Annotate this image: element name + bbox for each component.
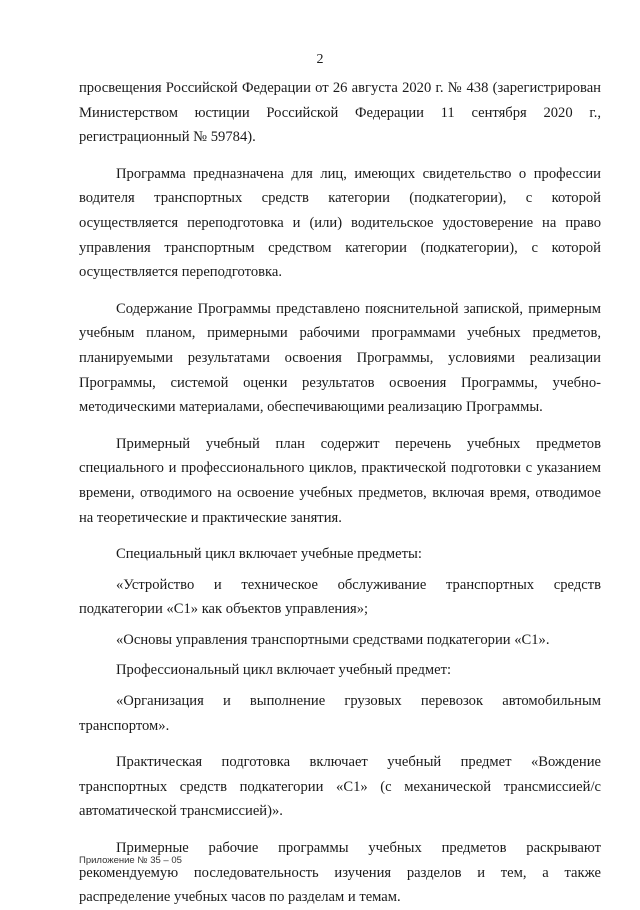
paragraph-special-cycle: Специальный цикл включает учебные предметы: (116, 546, 422, 563)
paragraph-work-programs: Примерные рабочие программы учебных предметов раскрывают рекомендуемую последовательность изучения разделов и тем, а также распределение учебных часов по разделам и темам. (79, 840, 601, 906)
spacer (79, 824, 601, 836)
paragraph-professional-cycle: Профессиональный цикл включает учебный предмет: (116, 662, 452, 679)
paragraph-program-purpose: Программа предназначена для лиц, имеющих свидетельство о профессии водителя транспортных средств категории (подкатегории), с которой осуществляется переподготовка и (или) водительское удостоверение на право управления транспортным средством категории (подкатегории), с которой осуществляется переподготовка. (79, 165, 601, 281)
paragraph-subject-control: «Основы управления транспортными средствами подкатегории «С1». (116, 631, 550, 648)
paragraph-program-content: Содержание Программы представлено пояснительной запиской, примерным учебным планом, примерными рабочими программами учебных предметов, планируемыми результатами освоения Программы, условиями реализации Программы, системой оценки результатов освоения Программы, учебно-методическими материалами, обеспечивающими реализацию Программы. (79, 300, 601, 416)
spacer (79, 420, 601, 432)
spacer (79, 150, 601, 162)
page-number: 2 (316, 52, 324, 67)
paragraph-subject-transport: «Организация и выполнение грузовых перевозок автомобильным транспортом». (79, 693, 601, 734)
paragraph-subject-device: «Устройство и техническое обслуживание транспортных средств подкатегории «С1» как объектов управления»; (79, 576, 601, 618)
paragraph-curriculum: Примерный учебный план содержит перечень учебных предметов специального и профессионального циклов, практической подготовки с указанием времени, отводимого на освоение учебных предметов, включая время, отводимое на теоретические и практические занятия. (79, 435, 601, 526)
paragraph-continuation: просвещения Российской Федерации от 26 августа 2020 г. № 438 (зарегистрирован Министерством юстиции Российской Федерации 11 сентября 2020 г., регистрационный № 59784). (79, 80, 601, 146)
spacer (79, 530, 601, 542)
spacer (79, 738, 601, 750)
footer-annex-label: Приложение № 35 – 05 (79, 855, 182, 866)
spacer (79, 285, 601, 297)
document-body (79, 76, 601, 910)
paragraph-practical-training: Практическая подготовка включает учебный предмет «Вождение транспортных средств подкатегории «С1» (с механической трансмиссией/с автоматической трансмиссией)». (79, 754, 601, 820)
